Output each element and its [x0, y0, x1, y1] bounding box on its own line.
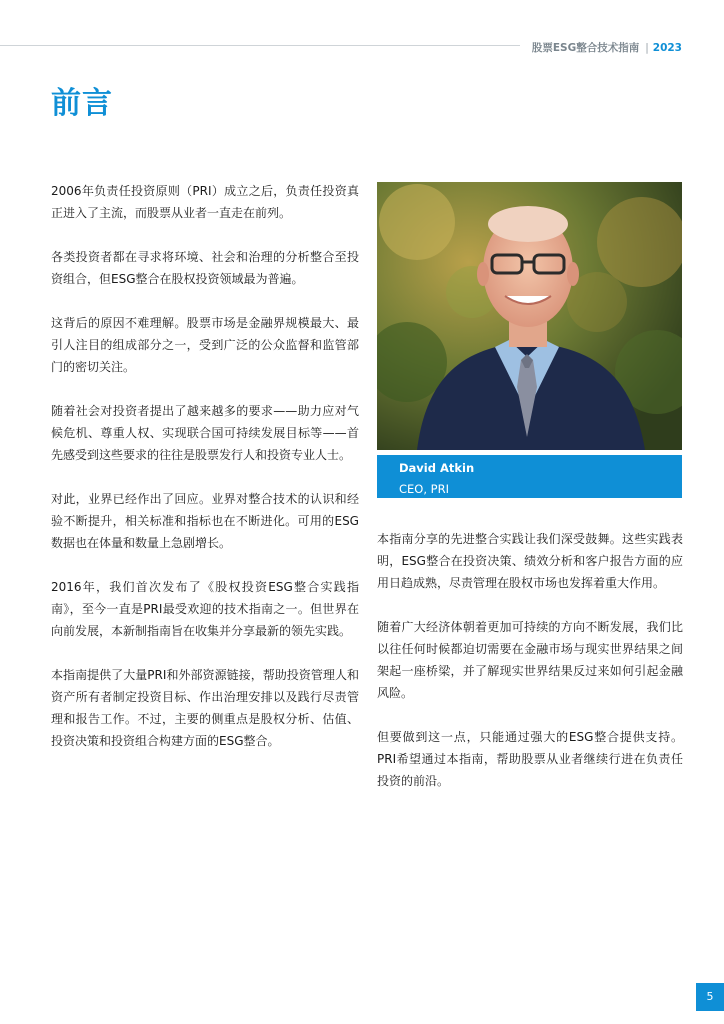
paragraph: 这背后的原因不难理解。股票市场是金融界规模最大、最引人注目的组成部分之一，受到广泛的公众监督和监管部门的密切关注。 — [51, 316, 359, 374]
right-column — [377, 528, 683, 814]
running-header — [532, 40, 682, 55]
paragraph: 各类投资者都在寻求将环境、社会和治理的分析整合至投资组合，但ESG整合在股权投资领域最为普遍。 — [51, 250, 359, 286]
running-header-year: 2023 — [652, 42, 682, 54]
left-column — [51, 180, 359, 774]
paragraph: 2006年负责任投资原则（PRI）成立之后，负责任投资真正进入了主流，而股票从业者一直走在前列。 — [51, 184, 359, 220]
paragraph: 随着广大经济体朝着更加可持续的方向不断发展，我们比以往任何时候都迫切需要在金融市场与现实世界结果之间架起一座桥梁，并了解现实世界结果反过来如何引起金融风险。 — [377, 620, 683, 700]
paragraph: 但要做到这一点，只能通过强大的ESG整合提供支持。PRI希望通过本指南，帮助股票从业者继续行进在负责任投资的前沿。 — [377, 730, 683, 788]
paragraph: 随着社会对投资者提出了越来越多的要求——助力应对气候危机、尊重人权、实现联合国可持续发展目标等——首先感受到这些要求的往往是股票发行人和投资专业人士。 — [51, 404, 359, 462]
portrait-illustration — [377, 182, 682, 450]
paragraph: 2016年，我们首次发布了《股权投资ESG整合实践指南》，至今一直是PRI最受欢迎的技术指南之一。但世界在向前发展，本新制指南旨在收集并分享最新的领先实践。 — [51, 580, 359, 638]
header-rule — [0, 45, 520, 46]
portrait-caption — [377, 455, 682, 498]
portrait-photo — [377, 182, 682, 450]
page-number: 5 — [696, 983, 724, 1011]
paragraph: 本指南提供了大量PRI和外部资源链接，帮助投资管理人和资产所有者制定投资目标、作出治理安排以及践行尽责管理和报告工作。不过，主要的侧重点是股权分析、估值、投资决策和投资组合构建方面的ESG整合。 — [51, 668, 359, 748]
paragraph: 对此，业界已经作出了回应。业界对整合技术的认识和经验不断提升，相关标准和指标也在不断进化。可用的ESG数据也在体量和数量上急剧增长。 — [51, 492, 359, 550]
running-header-title: 股票ESG整合技术指南 — [531, 42, 640, 54]
caption-name: David Atkin — [399, 461, 475, 475]
paragraph: 本指南分享的先进整合实践让我们深受鼓舞。这些实践表明，ESG整合在投资决策、绩效分析和客户报告方面的应用日趋成熟，尽责管理在股权市场也发挥着重大作用。 — [377, 532, 683, 590]
caption-role: CEO, PRI — [399, 482, 449, 496]
running-header-separator: | — [645, 42, 649, 54]
page-title: 前言 — [51, 86, 113, 121]
